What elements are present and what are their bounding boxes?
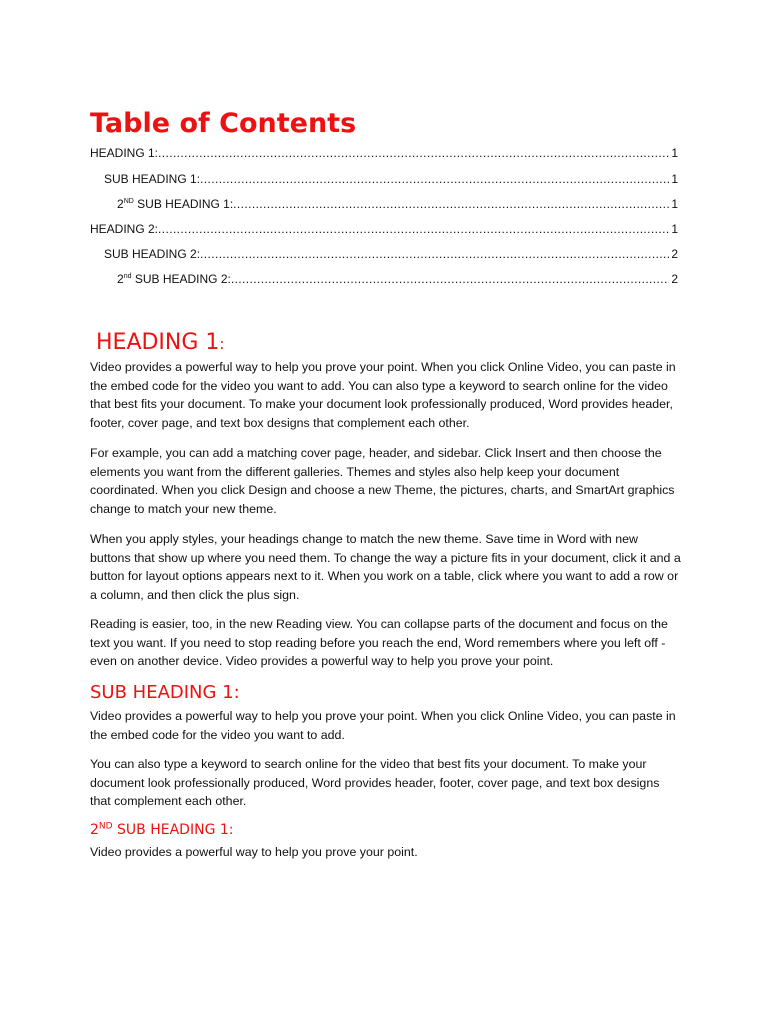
toc-page-number: 2	[671, 247, 678, 261]
toc-entry[interactable]	[117, 271, 678, 287]
toc-entry-label: SUB HEADING 1:	[104, 172, 201, 186]
body-paragraph: For example, you can add a matching cover page, header, and sidebar. Click Insert and then choose the elements you want from the different galleries. Themes and styles also help keep your document coordinated. When you click Design and choose a new Theme, the pictures, charts, and SmartArt graphics change to match your new theme.	[90, 446, 675, 516]
toc-entry-label	[117, 271, 231, 287]
toc-entry-label: HEADING 1:	[90, 146, 159, 160]
sub-heading-1: SUB HEADING 1:	[90, 682, 240, 703]
toc-leader	[200, 246, 669, 262]
toc-entry[interactable]	[90, 145, 678, 161]
heading-1	[96, 329, 224, 358]
sub-sub-heading-text: SUB HEADING 1:	[112, 822, 234, 838]
sub-sub-heading-1	[90, 820, 234, 840]
toc-leader	[158, 221, 669, 237]
toc-title: Table of Contents	[90, 108, 357, 139]
toc-page-number: 2	[671, 272, 678, 286]
sub-sub-heading-ordinal: 2	[90, 822, 99, 838]
toc-entry[interactable]	[117, 196, 678, 212]
body-paragraph: Video provides a powerful way to help you prove your point.	[90, 845, 418, 859]
heading-1-text: HEADING 1	[96, 330, 220, 355]
body-paragraph: When you apply styles, your headings change to match the new theme. Save time in Word with new buttons that show up where you need them. To change the way a picture fits in your document, click it and a button for layout options appears next to it. When you work on a table, click where you want to add a row or a column, and then click the plus sign.	[90, 532, 681, 602]
heading-1-colon: :	[219, 335, 225, 353]
body-paragraph: Video provides a powerful way to help you prove your point. When you click Online Video, you can paste in the embed code for the video you want to add.	[90, 709, 676, 742]
toc-entry-ordinal-suffix: ND	[123, 198, 134, 205]
sub-sub-heading-ordinal-suffix: ND	[98, 821, 113, 832]
body-paragraph: You can also type a keyword to search online for the video that best fits your document. To make your document look professionally produced, Word provides header, footer, cover page, and text box designs that complement each other.	[90, 757, 660, 808]
toc-entry-ordinal: 2	[117, 197, 124, 211]
toc-leader	[233, 196, 669, 212]
toc-leader	[231, 271, 669, 287]
toc-entry[interactable]	[90, 221, 678, 237]
toc-entry-ordinal-suffix: nd	[123, 273, 132, 280]
toc-entry-label	[117, 196, 233, 212]
toc-entry-label: SUB HEADING 2:	[104, 247, 201, 261]
toc-entry-text: SUB HEADING 2:	[131, 272, 231, 286]
toc-page-number: 1	[671, 146, 678, 160]
toc-entry[interactable]	[104, 171, 678, 187]
body-paragraph: Video provides a powerful way to help you prove your point. When you click Online Video, you can paste in the embed code for the video you want to add. You can also type a keyword to search online for the video that best fits your document. To make your document look professionally produced, Word provides header, footer, cover page, and text box designs that complement each other.	[90, 360, 676, 430]
toc-page-number: 1	[671, 197, 678, 211]
toc-page-number: 1	[671, 172, 678, 186]
toc-entry-text: SUB HEADING 1:	[133, 197, 234, 211]
toc-entry[interactable]	[104, 246, 678, 262]
toc-entry-ordinal: 2	[117, 272, 124, 286]
body-paragraph: Reading is easier, too, in the new Reading view. You can collapse parts of the document and focus on the text you want. If you need to stop reading before you reach the end, Word remembers where you left off - even on another device. Video provides a powerful way to help you prove your point.	[90, 617, 668, 668]
toc-entry-label: HEADING 2:	[90, 222, 159, 236]
toc-leader	[200, 171, 669, 187]
toc-page-number: 1	[671, 222, 678, 236]
toc-leader	[158, 145, 669, 161]
